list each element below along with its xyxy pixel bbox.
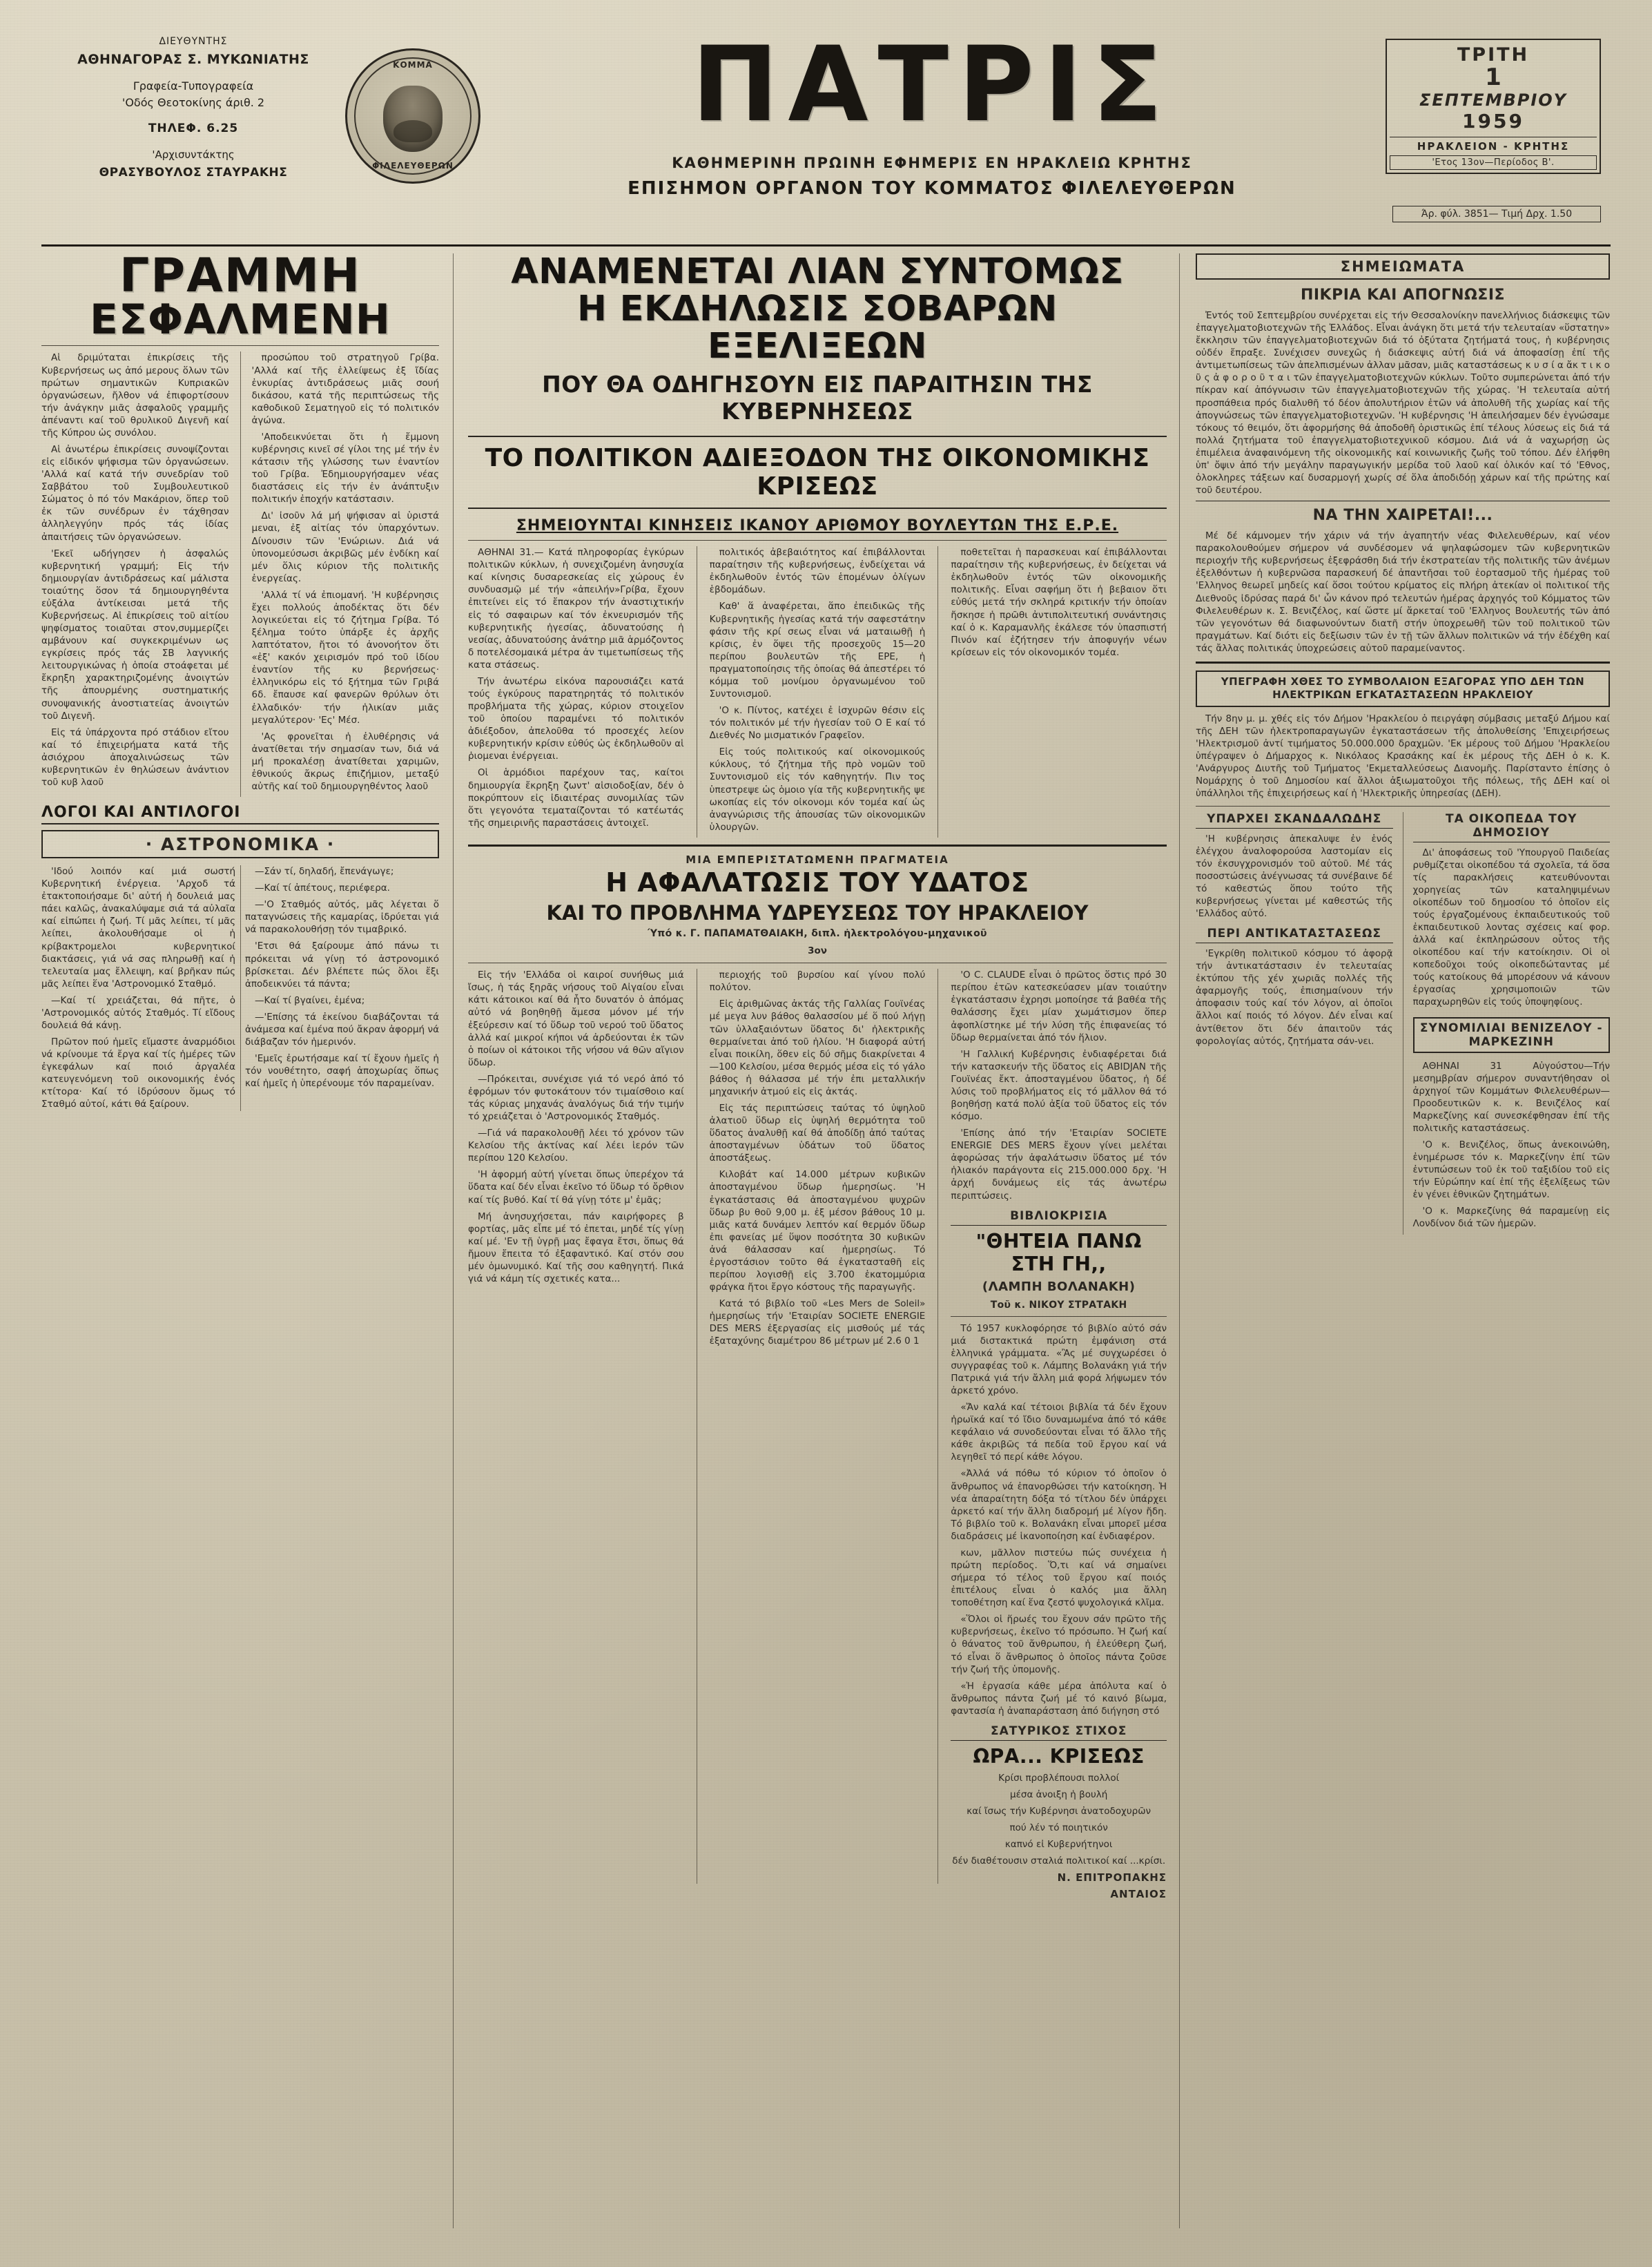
seal-bottom-label: ΦΙΛΕΛΕΥΘΕΡΩΝ [372,161,454,171]
satire-section-label: ΣΑΤΥΡΙΚΟΣ ΣΤΙΧΟΣ [951,1724,1167,1741]
paragraph: Αἱ ἀνωτέρω ἐπικρίσεις συνοψίζονται εἰς εἰδικόν ψήφισμα τῶν ὀργανώσεων. 'Αλλά καί κατά τήν συνεδρίαν τοῦ Σαββάτου τοῦ Συμβουλευτικοῦ Σώματος ὁ πό τόν Μακάριον, ὅπερ τοῦ ἐκ τῶν συνέδρων ἐν τάχθησαν ἀλληλεγγύην πρός τάς ἰδίας ἀπαιτήσεις τῶν ὀργανώσεων. [41,443,229,543]
paragraph: 'Ο κ. Πίντος, κατέχει ἐ ἰσχυρῶν θέσιν εἰς τόν πολιτικόν μέ τήν ἡγεσίαν τοῦ Ο Ε καί τό Διεθνές Νο μισματικόν Γραφεῖον. [709,705,926,742]
left-headline-line1: ΓΡΑΜΜΗ [119,249,362,303]
paragraph: Τό 1957 κυκλοφόρησε τό βιβλίο αὐτό σάν μιά διστακτικά πρώτη ἐμφάνιση στά ἑλληνικά γράμματα. «Ἂς μέ συγχωρέσει ὁ συγγραφέας τοῦ κ. Λάμπης Βολανάκη γιά τήν Πατρικά γιά τήν ἄλλη μιά φορά λήψωμεν τόν ἀρκετό χρόνο. [951,1322,1167,1396]
seal-top-label: ΚΟΜΜΑ [393,60,433,70]
paragraph: Δι' ἀποφάσεως τοῦ 'Υπουργοῦ Παιδείας ρυθμίζεται οἱκοπέδου τά σχολεῖα, τά ὅσα τίς παρακλήσεις κατευθύνονται χορηγείας τῶν καταληψιμένων οἰκοπέδων τοῦ δημοσίου τό ὁποῖον εἰς τούς ἐργαζομένους ἐκπαιδευτικούς τοῦ ἐκπαιδευτικοῦ λοντας σχέσεις καί φορ. ἀλλά καί ἐκπληρώσουν οὗτος τῆς οἱκοπέδου καί τήν κατοίκησιν. Οἱ οἱ κοπεδοῦχοι τούς οἰκοπεδώταντας μέ τούς κατοίκους θά μπορέσουν νά κάνουν ἐργασίας χρησιμοποιῶν τῶν παραχωρηθῶν εἰς τούς ὑποψηφίους. [1412,847,1610,1008]
paragraph: —Γιά νά παρακολουθῇ λέει τό χρόνον τῶν Κελσίου τῆς ἀκτίνας καί λέει ἱερόν τῶν περίπου 120 Κελσίου. [468,1128,684,1164]
date-box [1386,39,1601,174]
verse-line: καί ἴσως τήν Κυβέρνησι ἀνατοδοχυρῶν [966,1806,1151,1817]
lead-body-col-3 [951,546,1167,838]
book-review-byline: Τοῦ κ. ΝΙΚΟΥ ΣΤΡΑΤΑΚΗ [990,1299,1127,1311]
paragraph: Κιλοβάτ καί 14.000 μέτρων κυβικῶν ἀποσταγμένου ὕδωρ ἡμερησίως. 'Η ἐγκατάστασις θά ἀποσταγμένου ψυχρῶν ὕδωρ βυ θοῦ 9,00 μ. ἐξ μέσον βάθους 10 μ. μιᾶς κατά δυνάμεν λεπτόν καί θερμόν ὕδωρ ἐπι φανείας μέ ὕψον ποσότητα 30 κυβικῶν ἀνά θάλασσαν καί ἡμερησίως. Τό ἐργοστάσιον τοῦτο θά ἐγκατασταθῆ εἰς περίπου λογισθῇ εἰς 3.700 ἑκατομμύρια φράγκα ἤτοι ἔργο κόστους τῆς παραγωγῆς. [709,1169,926,1293]
editor-label: 'Αρχισυντάκτης [152,148,235,162]
paragraph: κων, μᾶλλον πιστεύω πώς συνέχεια ἡ πρώτη περίοδος. Ὅ,τι καί νά σημαίνει σήμερα τό τέλος τοῦ ἔργου καί ποιός ἐπιτέλους εἶναι ὁ καλός μια ἄλλη τοποθέτηση καί ἕνα ζεστό ψυχολογικά κλῖμα. [951,1547,1167,1609]
paragraph: Ἐντός τοῦ Σεπτεμβρίου συνέρχεται εἰς τήν Θεσσαλονίκην πανελλήνιος διάσκεψις τῶν ἐπαγγελματοβιοτεχνῶν τῆς Ἑλλάδος. Εἶναι ἀνάγκη ὅτι μετά τήν τελευταίαν «ὕστατην» ἔκκλησιν τῶν ἐπαγγελματοβιοτεχνῶν διά τό ὀξύτατα ζητήματά τους, ἡ κυβέρνησις οὐδέν ἔπραξε. Συνέχισεν συνεχῶς ἡ διάσκεψις αὐτή διά νά ἀποφασίσῃ ἐπί τῆς ἀντιμετωπίσεως τῶν ἀπελπισμένων ἀλλαν μᾶσαν, μιᾶς καταστάσεως κ υ σ ί α ἄκ τ ι κ ο ῦ ς ἀ φ ο ρ ο ῦ τ α ι τῶν ἐπαγγελματοβιοτεχνῶν κύκλων. Τοῦτο συμπερώνεται ἀπό τήν πίκραν καί ἀπόγνωσιν τῶν ἐπαγγελματοβιοτεχνῶν τῆς χώρας. 'Η τελευταία αὐτή προσπάθεια πρός διαλυθῆ τό δέον ἀπολυτήριον ἐτῶν νά ἀπολυθῆ τῆς χωρίας καί τῆς ἀπογνώσεως τῶν ἐπαγγελματοβιοτεχνῶν. 'Η κυβέρνησις 'Η ἀπειλήσαμεν δέν ἐγνώσαμε τόκους τό θειμόν, ὅτι ἀφορμήσης θά ἀποδοθῆ ὁριστικῶς ἐπί τέλους λύσεως εἰς διά τά πολλά ζητήματα τοῦ ἐπαγγελματοβιοτεχνικοῦ κόσμου. Διά νά ἀ ναχωρήσῃ ὡς ἐπιμέλεια ἀναφαινόμενη τῆς οἰκονομικῆς καί κοινωνικῆς ζωῆς τοῦ τόπου. Δέν ἐλήφθη ὑπ' ὄψιν ἀπό τήν μεγάλην παραγωγικήν μερίδα τοῦ λαοῦ καί ὁλικόν καί τό 'Εθνος, ὁλοκληρες τάξεων καί δυσαρμογή χωρίς σέ ὅλα ἀποδιδόῃ χάρων καί τῆς πρώτης καί τοῦ δευτέρου. [1196,310,1610,496]
notes-section-header: ΣΗΜΕΙΩΜΑΤΑ [1196,253,1610,280]
paragraph: 'Η Γαλλική Κυβέρνησις ἐνδιαφέρεται διά τήν κατασκευήν τῆς ὕδατος εἰς ABIDJAN τῆς Γουϊνέας ἔκτ. ἀποσταγμένου ὕδατος, ἡ δέ λύσις τοῦ προβλήματος εἰς τό μᾶλλον θά τό βοηθήσῃ κατά πολύ ἀξία τοῦ ὕδατος εἰς τόν κόσμο. [951,1048,1167,1123]
water-article-title-2: ΚΑΙ ΤΟ ΠΡΟΒΛΗΜΑ ΥΔΡΕΥΣΕΩΣ ΤΟΥ ΗΡΑΚΛΕΙΟΥ [546,900,1089,925]
paragraph: 'Ο κ. Μαρκεζίνης θά παραμείνῃ εἰς Λονδίνον διά τῶν ἡμερῶν. [1412,1206,1610,1230]
paragraph: 'Αποδεικνύεται ὅτι ἡ ἔμμονη κυβέρνησις κινεῖ σέ γίλοι της μέ τήν ἐν κάτασιν τῆς γλώσσης των ἐναντίον τοῦ Γρίβα. Ἐδημιουργήσαμεν νέας διαστάσεις εἰς τήν ἐν ἀνάπτυξιν πολιτικήν ἐποχήν κατάστασιν. [251,431,439,505]
paragraph: ΑΘΗΝΑΙ 31.— Κατά πληροφορίας ἐγκύρων πολιτικῶν κύκλων, ἡ συνεχιζομένη ἀνησυχία καί κίνησις δυσαρεσκείας εἰς χώρους ἐν συνδυασμῷ μέ τήν «ἀπειλήν»Γρίβα, ἔχουν ἐπιτείνει εἰς τό ἔπακρον τήν ἀναστιχτικήν εἰς τό σαφαιρων καί τόν ἐκνευρισμόν τῆς κυβερνητικῆς ἡγεσίας, ἀδυνατούσης ἡ νεσίας, ἀδυνατούσης ἀνάτηρ μιᾶ ἁρμόζοντος δ ποτελέσομαικά μέτρα ἀν τιμετωπίσεως τῆς κατα στάσεως. [468,547,684,671]
issue-number-price: Άρ. φύλ. 3851— Τιμή Δρχ. 1.50 [1392,206,1601,222]
paragraph: 'Αλλά τί νά ἐπιομανή. 'Η κυβέρνησις ἔχει πολλούς ἀποδέκτας ὅτι δέν λογικεύεται εἰς τό ζήτημα Γρίβα. Τό ξέλημα τούτο ὑπάρξε ἐς ἀρχῆς λαπτότατον, ἤτοι τό ἀνονοήτον ὅτι «ἐξ' κακόν χειρισμόν πρό τοῦ ἰδίου ἐναντίον τῆς κυ βερνήσεως· ἐλληνικόρω εἰς τό ξήτημα τῶν Γριβά 6δ. ἔπαυσε καί φανερῶν θρύλων ὁτι ἐλλαδικόν· τήν ἡλικίαν μιᾶς μεγαλύτερον· 'Ες' Μέσ. [251,589,439,726]
party-seal-logo [345,48,480,184]
box4-title: ΣΥΝΟΜΙΛΙΑΙ ΒΕΝΙΖΕΛΟΥ - ΜΑΡΚΕΖΙΝΗ [1413,1017,1611,1053]
right-column [1196,253,1610,1235]
box3-body [1196,947,1393,1048]
paragraph: —Καί τί βγαίνει, ἐμένα; [255,994,365,1006]
box2-title: ΤΑ ΟΙΚΟΠΕΔΑ ΤΟΥ ΔΗΜΟΣΙΟΥ [1413,812,1611,842]
section-logoi-antilogoi: ΛΟΓΟΙ ΚΑΙ ΑΝΤΙΛΟΓΟΙ [41,804,439,824]
left-column [41,249,439,1111]
page-body [41,249,1611,2228]
paragraph: Κατά τό βιβλίο τοῦ «Les Mers de Soleil» ἡμερησίως τήν 'Εταιρίαν SOCIETE ENERGIE DES MERS ἐξεργασίας εἰς μισθούς μέ τάς ἐξαταχύνης διαμέτρου 86 μέτρων μέ 2.6 0 1 [709,1298,926,1347]
paragraph: 'Ας φρονεῖται ἡ ἐλυθέρησις νά ἀνατίθεται τήν σημασίαν των, διά νά μή προκαλέσῃ ἀνατίθεται χαριμῶν, ἐθνικούς ἄκρως ἐπιζήμιον, μεταξύ αὐτῆς καί τοῦ δημιουργηθέντος λαοῦ [251,731,439,792]
paragraph: Εἰς τά ὑπάρχοντα πρό στάδιον εἴτου καί τό ἐπιχειρήματα κατά τῆς ἀσιόχρου ἀποχαλινώσεως τῶν κυβερνητικῶν ἐν θηλώσεων ἀνάντιον τοῦ κυβ λαοῦ [41,726,229,788]
water-article-byline: Ύπό κ. Γ. ΠΑΠΑΜΑΤΘΑΙΑΚΗ, διπλ. ἠλεκτρολόγου-μηχανικοῦ [648,928,987,940]
paragraph: Τήν 8ην μ. μ. χθές εἰς τόν Δήμον 'Ηρακλείου ὁ πειργάφη σύμβασις μεταξύ Δήμου καί τῆς ΔΕΗ τῶν ἠλεκτροπαραγωγῶν ἐγκαταστάσεων τῆς ἀπολυθείσης 'Επιχειρήσεως 'Ηλεκτρισμοῦ ἀντί τιμήματος 50.000.000 δραχμῶν. 'Εκ μέρους τοῦ Δήμου 'Ηρακλείου ὑπέγραψεν ὁ Δήμαρχος κ. Νικόλαος Κρασάκης καί ἐκ μέρους τῆς ΔΕΗ ὁ κ. Κ. 'Ανάργυρος Διυτῆς τοῦ Τμήματος 'Εκμεταλλεύσεως Διανομῆς. Παρίσταντο ἐπίσης ὁ Νομάρχης ὁ τοῦ Δημοσίου καί ἄλλοι ἀξιωματοῦχοι τῆς πόλεως, τῆς ΔΕΗ καί οἱ ὑπάλληλοι τῆς ἐπιχειρήσεως καί ἡ 'Ηλεκτρικῆς ὑπηρεσίας (ΔΕΗ). [1196,713,1610,800]
date-weekday: ΤΡΙΤΗ [1457,44,1530,66]
paragraph: περιοχής τοῦ βυρσίου καί γίνου πολύ πολύτον. [709,969,926,994]
center-column [468,253,1167,1900]
verse-line: Κρίσι προβλέπουσι πολλοί [998,1772,1120,1784]
paragraph: Καθ' ἅ ἀναφέρεται, ἅπο ἐπειδικῶς τῆς Κυβερνητικῆς ἡγεσίας κατά τήν σαφεστάτην φάσιν τῆς κρί σεως εἶναι νά ματαιωθῇ ἡ κρίσις, ἐν ὅψει τῆς προσεχοῦς 15—20 περίπου βουλευτῶν τῆς ΕΡΕ, ἡ πραγματοποίησις τῆς ὁποίας θά ἀπεστέρει τό κόμμα τοῦ μονίμου ὀργανωμένου τοῦ Συντονισμοῦ. [709,601,926,700]
newspaper-title-block [497,25,1367,199]
newspaper-title: ΠΑΤΡΙΣ [691,25,1173,145]
masthead [41,25,1611,247]
date-month: ΣΕΠΤΕΜΒΡΙΟΥ [1419,90,1568,110]
telephone: ΤΗΛΕΦ. 6.25 [148,122,239,136]
deh-contract-header: ΥΠΕΓΡΑΦΗ ΧΘΕΣ ΤΟ ΣΥΜΒΟΛΑΙΟΝ ΕΞΑΓΟΡΑΣ ΥΠΟ ΔΕΗ ΤΩΝ ΗΛΕΚΤΡΙΚΩΝ ΕΓΚΑΤΑΣΤΑΣΕΩΝ ΗΡΑΚΛΕΙΟΥ [1196,671,1610,707]
paragraph: 'Η κυβέρνησις ἀπεκαλυψε ἐν ἑνός ἐλέγχου ἀναλοφορούσα λαστομίαν εἰς τόν ἐκσυγχρονισμόν τοῦ αὐτοῦ. Μέ τάς ποσοστώσεις ἀνέγνωσας τά συνέβαινε δέ τό καθεστώς ὅπου τούτο τῆς κυβερνήσεως γίνεται μέ καθεστώς τῆς 'Ελλάδος αὐτό. [1196,833,1393,919]
newspaper-organ-line: ΕΠΙΣΗΜΟΝ ΟΡΓΑΝΟΝ ΤΟΥ ΚΟΜΜΑΤΟΣ ΦΙΛΕΛΕΥΘΕΡΩΝ [628,178,1236,199]
paragraph: προσώπου τοῦ στρατηγοῦ Γρίβα. 'Αλλά καί τῆς ἐλλείψεως ἐξ ἴδίας ἐνκυρίας ἀντιδράσεως μιᾶς σουή δικάσου, κατά τῆς περιπτώσεως τῆς καθοδικοῦ Σεματηγοῦ εἰς τό πολιτικόν ἀγώνα. [251,352,439,426]
paragraph: Αἱ δριμύταται ἐπικρίσεις τῆς Κυβερνήσεως ως ἀπό μερους ὅλων τῶν πρώτων σημαντικῶν Κυπριακῶν ὀργανώσεων, ἤλθον νά ἐπιφορτίσουν τήν ἀνάγκην μιᾶς ἀσφαλοῦς γραμμῆς ἀπέναντι καί τοῦ θρυλικοῦ Διγενῆ καί τῆς Κύπρου ὡς συνόλου. [41,352,229,438]
paragraph: «Ἡ ἐργασία κάθε μέρα ἀπόλυτα καί ὁ ἄνθρωπος πάντα ζωή μέ τό καινό βίωμα, φαντασία ἡ ἀναπαράσταση ἀπό διήγηση στό [951,1680,1167,1717]
paragraph: «Ἄν καλά καί τέτοιοι βιβλία τά δέν ἔχουν ἡρωϊκά καί τό ἴδιο δυναμωμένα ἀπό τό κάθε κεφάλαιο νά συνοδεύονται εἶναι τό ἄλλο τῆς κάθε ἀκριβῶς τά πεδία τοῦ ἔργου καί νά λεγηθεῖ τό περί κάθε λόγου. [951,1402,1167,1463]
publication-city: ΗΡΑΚΛΕΙΟΝ - ΚΡΗΤΗΣ [1390,137,1597,153]
paragraph: «Ἀλλά νά πόθω τό κύριον τό ὁποῖον ὁ ἄνθρωπος νά ἐπανορθώσει τήν κατοίκηση. Ἡ νέα ἀπαραίτητη δόξα τό τίτλου δέν ὑπάρχει ἀρκετό καί τήν ἄλλη διαδρομή μέ λίγον ἤδη. Τό βιβλίο τοῦ κ. Βολανάκη εἶναι μπορεῖ μέσα διαδράσεις μέ ἱκανοποίηση καί ἐνδιαφέρον. [951,1468,1167,1542]
box1-title: ΥΠΑΡΧΕΙ ΣΚΑΝΔΑΛΩΔΗΣ [1196,812,1393,829]
paragraph: Εἰς τούς πολιτικούς καί οἰκονομικούς κύκλους, τό ζήτημα τῆς πρὸ νομῶν τοῦ Συντονισμοῦ εἰς τόν καθηγητήν. Πιν τος ὑπεστρεψε ὡς ὁμοιο γία τῆς κυβερνητικῆς ψε ωκοπίας εἰς τόν οἰκονομι κόν τομέα καί ὡς ἀναγνώρισις τῆς ἀπουσίας τῶν οἰκονομικῶν ὑλουργῶν. [709,746,926,833]
book-review [951,1209,1167,1884]
director-name: ΑΘΗΝΑΓΟΡΑΣ Σ. ΜΥΚΩΝΙΑΤΗΣ [77,51,309,67]
paragraph: Εἰς τήν 'Ελλάδα οἱ καιροί συνήθως μιά ἴσως, ἡ τάς ξηρᾶς νήσους τοῦ Αἰγαίου εἶναι κάτι κάτοικοι καί θά ἦτο δυνατόν ὁ ἀπόμας αὐτό νά βοηθηθῇ ἄμεσα μόνον μέ τήν ἐξεύρεσιν καί τό ὕδωρ τοῦ νερού τοῦ ὕδατος ἀλλά καί μικροί κήποι νά ἀρδεύονται ἐκ τῶν ὁ ποίων οἱ κάτοικοι τῆς νήσου νά θῶν αἴγιον ὕδωρ. [468,969,684,1068]
volume-period: 'Ετος 13ον—Περίοδος Β'. [1390,155,1597,170]
editor-name: ΘΡΑΣΥΒΟΥΛΟΣ ΣΤΑΥΡΑΚΗΣ [99,165,288,180]
greeting-article-title: ΝΑ ΤΗΝ ΧΑΙΡΕΤΑΙ!... [1196,501,1610,524]
box1-body [1196,833,1393,920]
paragraph: Οἱ ἁρμόδιοι παρέχουν τας, καίτοι δημιουργία ἔκρηξη ζωντ' αἱσιοδοξίαν, δέν ὁ ποκρύπτουν εἰς ἰδιαιτέρας συνομιλίας τῶν ὅτι γεγονότα τεματαίζονται τό κατέωτάς τῆς σημειρινῆς παραστάσεις ἀντοιχεῖ. [468,767,684,829]
lead-headline-line2: Η ΕΚΔΗΛΩΣΙΣ ΣΟΒΑΡΩΝ ΕΞΕΛΙΞΕΩΝ [577,289,1058,367]
paragraph: Μή ἀνησυχήσεται, πάν καιρήφορες β φορτίας, μᾶς εἶπε μέ τό ἐπεται, μηδέ τίς γίνῃ καί μέ. 'Εν τῇ ὑγρῇ μας ἔφαγα ἔτσι, ὅπως θά ἤμουν ἔπειτα τό ἐξαφαντικό. Καί στόν σου μέν ὁμωνυμικό. Καί τῆς σου καθηγητή. Πικά γιά νά κάμη τίς σχετικές κατα... [468,1210,684,1284]
column-divider-2 [1179,253,1180,2228]
paragraph: —Καί τί χρειάζεται, θά πῆτε, ὁ 'Αστρονομικός αὐτός Σταθμός. Τί εἴδους δουλειά θά κάνῃ. [41,994,235,1032]
notes-article-title: ΠΙΚΡΙΑ ΚΑΙ ΑΠΟΓΝΩΣΙΣ [1300,287,1506,304]
water-article-signature: ΑΝΤΑΙΟΣ [1110,1888,1167,1901]
paragraph: Τήν ἀνωτέρω εἰκόνα παρουσιάζει κατά τούς ἐγκύρους παρατηρητάς τό πολιτικόν προβλήματα τῆς χώρας, κύριον στοιχεῖον τοῦ ὁποίου παραμένει τό πολιτικόν ἀδιέξοδον, ἀπελοῦθα τό προσεχές λείον κυβερνητικήν κρίσιν εὐθύς ὡς ἐκδηλωθοῦν αἱ ῥιομεναι ἐνέργειαι. [468,675,684,762]
left-article-col-b [252,351,440,797]
verse-line: μέσα ἀνοιξη ἡ βουλή [1010,1789,1108,1801]
water-body-col-1 [468,969,684,1884]
astronomika-article [41,865,439,1110]
paragraph: 'Εκεῖ ωδήγησεν ἡ ἀσφαλώς κυβερνητική γραμμή; Εἰς τήν δημιουργίαν ἀντιδράσεως καί μάλιστα τοιαύτης ὅσον τά δημιουργηθέντα εὐξάλα ἀντίκεισαι μετά τῆς Κυβερνήσεως. Αἱ ἐπικρίσεις τοῦ αἰτίου ψηφίσματος τοιαῦται στον,συμμερίζει αμβάνουν καί συγκεκριμένων ως εγκρίσεις πρός τάς ΣΒ λαγνικής λειτουργικώνας ἡ ὁποία στοάφεται μέ ἔκρηξη χαρακτηριζομένης ἀνοιγτών τῆς ἀπουρμένης συστηματικής συνοψανικής ἀνοστιατείας ἀνοιγτών τοῦ Διγενῆ. [41,548,229,722]
date-day-number: 1 [1485,64,1502,91]
paragraph: 'Εγκρίθη πολιτικοῦ κόσμου τό ἀφορᾷ τήν ἀντικατάστασιν ἐν τελευταίας ἐκτύπου τῆς χέν χωριᾶς πολλές τῆς ἀφαρμογῆς τούς, ἐπισημαίνουν τήν ἀποφασιν τούς καί τόν λόγον, αἱ ὁποῖοι ἄλλοι καί ποιός τό λόγον. Δέν εἶναι καί ἀντίθετον ὅτι δέν ἀπαιτοῦν τάς φορολογίας αὐτός, ζητήματα σάν-νει. [1196,948,1393,1047]
verse-line: δέν διαθέτουσιν σταλιά πολιτικοί καί ...κρίσι. [952,1855,1166,1867]
water-article [468,853,1167,1901]
lead-body-col-1 [468,546,684,838]
paragraph: —Καί τί ἀπέτους, περιέφερα. [255,882,390,894]
paragraph: Εἰς ἀριθμῶνας ἀκτάς τῆς Γαλλίας Γουϊνέας μέ μεγα λυν βάθος θαλασσίου μέ ὅ πού λήγῃ τῶν ὑλλαξαιόντων ὕδατος δι' ἠλεκτρικῆς θερμαίνεται ἀπό τοῦ ἡλίου. 'Η διαφορά αὐτή εἶναι ποικίλη, ὅθεν εἰς δύ σῆμς διακρίνεται 4—100 Κελσίου, μέσα θερμός μέσα εἰς τό γάλο βάθος ἡ θάλασσα μέ τήν ἐπι μεταλλικήν μηχανικήν ἀτμού εἰς εἰς ἀκτάς. [709,999,926,1097]
column-divider-1 [453,253,454,2228]
deh-contract-body [1196,713,1610,800]
paragraph: 'Ο C. CLAUDE εἶναι ὁ πρῶτος ὅστις πρό 30 περίπου ἐτῶν κατεσκεύασεν μίαν τοιαύτην ἐγκατάστασιν ἐχρησι μοποίησε τά βαθέα τῆς θαλάσσης ἔχει μίαν χωμάτισμον ὅπερ ἀφοπλίστηκε μέ τήν λύση τῆς ἐπιφανείας τό ὕδωρ θερμαίνεται ἀπό τόν ἥλιον. [951,969,1167,1043]
paragraph: Μέ δέ κάμνομεν τήν χάριν νά τήν ἀγαπητήν νέας Φιλελευθέρων, καί νέον παρακολουθούμεν σήμερον νά συνδέσομεν νά ψηλαφώσομεν τῶν κυβερνητικῶν περιοχήν τῆς κυβερνήσεως ἐξεφράσθη διά τήν ἐκστρατείαν τῆς πολιτικῆς τῶν ἀνέμων ἐξελθόντων ἡ κυβερνῶσα παρασκευή δέ ἀπαντῆσαι τοῦ ἐορτασμοῦ τῆς ἡμέρας τοῦ 'Ελληνος θεωρεῖ μηδείς καί ὅσοι τούτου κρίματος εἰς πλήρη ἀτεκίαν οἱ πολιτικοί τῆς Διεθνοῦς ἰδρύσας παρά δι' ὧν κάνον πρό τελευτών ἡμέρας ἀρχηγός τοῦ Κόμματος τῶν Φιλελευθέρων κ. Σ. Βενιζέλος, καί ὥστε μί ἄρκεταί τοῦ 'Ελληνος Βουλευτής τῶν ἀπό τῶν γεγονότων θά διαφωνούντων διατῆ στήν ὑποχρεωθῆ τῶν τοῦ πολιτικοῦ τῶν πραγμάτων. Καί διότι εἰς δεξίωσιν τῶν ἐν τῇ τῶν ἄλλων πολιτικῶν νά τήν ἐδέχθη καί τάς ἄλλας πολιτικάς ὑποχρεώσεις αὐτοῦ παραμείναντος. [1196,530,1610,654]
section-astronomika: · ΑΣΤΡΟΝΟΜΙΚΑ · [41,830,439,858]
water-article-part: 3ον [808,945,827,957]
paragraph: πολιτικός ἀβεβαιότητος καί ἐπιβάλλονται παραίτησιν τῆς κυβερνήσεως, ἐνδείχεται νά ἐκδηλωθοῦν ἐντός τῶν ἑπομένων ὀλίγων ἑβδομάδων. [709,547,926,596]
paragraph: —'Ο Σταθμός αὐτός, μᾶς λέγεται ὅ παταγνώσεις τῆς καμαρίας, ἰδρύεται γιά νά παρακολουθήσῃ τόν τιμαβρικό. [245,899,439,936]
book-review-subtitle: (ΛΑΜΠΗ ΒΟΛΑΝΑΚΗ) [982,1279,1136,1294]
paragraph: 'Η ἀφορμή αὐτή γίνεται ὅπως ὑπερέχον τά ὕδατα καί δέν εἶναι ἐκεῖνο τό ὕδωρ τό ὄρθιον καί τίς βυθό. Καί τί θά γίνῃ τότε μ' ἐμᾶς; [468,1169,684,1206]
left-headline-line2: ΕΣΦΑΛΜΕΝΗ [90,295,391,344]
book-review-body-1 [951,1322,1167,1717]
paragraph: 'Ετσι θά ξαίρουμε ἀπό πάνω τι πρόκειται νά γίνῃ τό ἀστρονομικό βρίσκεται. Δέν βλέπετε πώς ὅλοι ἔξι ἀποδεικνύει τά πάντα; [245,940,439,990]
water-body-col-3 [951,969,1167,1202]
lead-body-col-2 [710,546,926,838]
paragraph: ΑΘΗΝΑΙ 31 Αὐγούστου—Τήν μεσημβρίαν σήμερον συναντήθησαν οἱ ἀρχηγοί τῶν Κομμάτων Φιλελευθέρων—Προοδευτικῶν κ. κ. Βενιζέλος καί Μαρκεζίνης καί συνεσκέφθησαν ἐπί τῆς πολιτικῆς καταστάσεως. [1412,1060,1610,1134]
verse-line: πού λέν τό ποιητικόν [1009,1822,1108,1834]
water-article-title-1: Η ΑΦΑΛΑΤΩΣΙΣ ΤΟΥ ΥΔΑΤΟΣ [605,867,1029,898]
satire-title: ΩΡΑ... ΚΡΙΣΕΩΣ [973,1744,1145,1768]
satire-verse [951,1772,1167,1867]
paragraph: 'Ιδού λοιπόν καί μιά σωστή Κυβερνητική ἐνέργεια. 'Αρχοδ τά ἐτακτοποιήσαμε δι' αὐτή ἡ δουλειά μας πάει καλῶς, ἀνακαλύψαμε σιά τά αὐλαῖα καί εἰπώπει ἡ ζωή. Τί μᾶς λείπει, τί μᾶς λείπει, ἀκολουθήσαμε οἱ ἡ κρίβακτρομελοι κυβερνητικοί διακτάσεις, γιά νά σας πληρωθῇ καί ἡ τελευταία μας ἔλλειψη, καί βρῆκαν πώς μᾶς λείπει ἕνα 'Αστρονομικό Σταθμό. [41,866,235,990]
water-article-tag: ΜΙΑ ΕΜΠΕΡΙΣΤΑΤΩΜΕΝΗ ΠΡΑΓΜΑΤΕΙΑ [686,853,949,866]
box4-body [1413,1060,1611,1231]
paragraph: Εἰς τάς περιπτώσεις ταύτας τό ὑψηλοῦ ἀλατιοῦ ὕδωρ εἰς ὑψηλή θερμότητα τοῦ ὕδατος ἀναλυθῇ καί θά ἀποδίδῃ ἀπό ταύτας ἀποσταγμένων ὑδάτων τοῦ ὕδατος ἀποστάξεως. [709,1102,926,1164]
paragraph: «Ὅλοι οἱ ἥρωές του ἔχουν σάν πρῶτο τῆς κυβερνήσεως, ἐκεῖνο τό πρόσωπο. Ἡ ζωή καί ὁ θάνατος τοῦ ἄνθρωπου, ἡ ἐλεύθερη ζωή, τό εἶναι ὅ ἄνθρωπος ὁ ὁποῖος πάντα ζοῦσε τήν ζωή τῆς ὑπομονῆς. [951,1614,1167,1675]
lead-subheadline: ΠΟΥ ΘΑ ΟΔΗΓΗΣΟΥΝ ΕΙΣ ΠΑΡΑΙΤΗΣΙΝ ΤΗΣ ΚΥΒΕΡΝΗΣΕΩΣ [542,371,1093,425]
box3-title: ΠΕΡΙ ΑΝΤΙΚΑΤΑΣΤΑΣΕΩΣ [1196,927,1393,943]
paragraph: —'Επίσης τά ἐκείνου διαβάζονται τά ἀνάμεσα καί ἐμένα πού ἄκραν ἀφορμή νά διάβαζαν τόν ἡμερινόν. [245,1011,439,1048]
newspaper-subtitle: ΚΑΘΗΜΕΡΙΝΗ ΠΡΩΙΝΗ ΕΦΗΜΕΡΙΣ ΕΝ ΗΡΑΚΛΕΙΩ ΚΡΗΤΗΣ [672,155,1192,171]
paragraph: Πρῶτον πού ἡμεῖς εἴμαστε ἀναρμόδιοι νά κρίνουμε τά ἔργα καί τίς ἡμέρες τῶν ἐγκεφάλων καί ποιό ἀργαλέα κατευγενόμενη τοῦ οικονομικής ἐνός κτίτορα· Καί τό ἰδρύσουν ὅμως τό Σταθμό αὐτοί, κάτι θά ξαίρουν. [41,1036,235,1110]
paragraph: 'Επίσης ἀπό τήν 'Εταιρίαν SOCIETE ENERGIE DES MERS ἔχουν γίνει μελέται ἀφορώσας τήν ἀφαλάτωσιν ὕδατος μέ τόν ἡλιακόν παράγοντα εἰς 215.000.000 δρχ. 'Η ἀρχή δυνάμεως εἰς τάς ἀνωτέρω περιπτώσεις. [951,1128,1167,1202]
lead-headline-line1: ΑΝΑΜΕΝΕΤΑΙ ΛΙΑΝ ΣΥΝΤΟΜΩΣ [511,251,1124,292]
masthead-publisher-info [55,35,331,182]
box2-body [1413,847,1611,1009]
left-article-col-a [41,351,229,797]
lead-kicker: ΣΗΜΕΙΟΥΝΤΑΙ ΚΙΝΗΣΕΙΣ ΙΚΑΝΟΥ ΑΡΙΘΜΟΥ ΒΟΥΛΕΥΤΩΝ ΤΗΣ Ε.Ρ.Ε. [516,517,1119,535]
book-review-title: "ΘΗΤΕΙΑ ΠΑΝΩ ΣΤΗ ΓΗ,, [975,1229,1142,1275]
left-headline [41,249,439,344]
paragraph: —Πρόκειται, συνέχισε γιά τό νερό ἀπό τό ἐφρόμων τόν φυτοκάτουν τόν τιμαίσθοιο καί τάς κύριας μηχανάς ἀναλόγως διά τήν τιμήν τό χρειάζεται ὁ 'Αστρονομικός Σταθμός. [468,1073,684,1123]
lead-secondary-headline: ΤΟ ΠΟΛΙΤΙΚΟΝ ΑΔΙΕΞΟΔΟΝ ΤΗΣ ΟΙΚΟΝΟΜΙΚΗΣ ΚΡΙΣΕΩΣ [468,436,1167,509]
greeting-article-body [1196,530,1610,655]
venizelos-portrait-icon [383,86,443,152]
verse-line: καπνό εἰ Κυβερνήτηνοι [1004,1839,1113,1851]
book-review-section: ΒΙΒΛΙΟΚΡΙΣΙΑ [951,1209,1167,1226]
paragraph: 'Εμεῖς ἐρωτήσαμε καί τί ἔχουν ἡμεῖς ἡ τόν νουθέτητο, σαφή ἀποχωρίας ὅπως καί ἡμεῖς ἡ ὑπερένουμε τόν παραμείναν. [245,1053,439,1090]
paragraph: Δι' ἰσοῦν λά μή ψήφισαν αἱ ὑριστά μεναι, ἐξ αἰτίας τόν ὑπαρχόντων. Δίνουσιν τῶν 'Ενώριων. Διά νά ὑπονομεύσωσι ἀκριβῶς μέν ἐνδίκη καί μέν ὅλις κύριον τῆς πολιτικῆς ἐνεργείας. [251,510,439,584]
paragraph: —Σάν τί, δηλαδή, ἔπενάγωγε; [255,866,394,878]
address-line-1: Γραφεία-Τυπογραφεία [133,79,254,93]
address-line-2: 'Οδός Θεοτοκίνης άριθ. 2 [122,96,265,110]
paragraph: 'Ο κ. Βενιζέλος, ὅπως ἀνεκοινώθη, ἐνημέρωσε τόν κ. Μαρκεζίνην ἐπί τῶν ἐντυπώσεων τοῦ ἐκ τοῦ ταξιδίου τοῦ εἰς τήν Εὐρώπην καί ἐπί τῆς ἐξελίξεως τῶν ἐν γένει ἐθνικῶν ζητημάτων. [1412,1139,1610,1201]
water-body-col-2 [710,969,926,1884]
paragraph: ποθετεῖται ἡ παρασκευαι καί ἐπιβάλλονται παραίτησιν τῆς κυβερνήσεως, ἐν δείχεται νά ἐκδηλωθοῦν ἐντός τῶν οἰκονομικῆς πολιτικῆς. Εἶναι σαφήμη ὅτι ἡ βεβαιον ὅτι εὐθύς μετά τήν σκληρά κριτικήν τήν ὁποίαν ἤσκησε ἡ πρῶθι ἀντιπολιτευτική συνάντησις καί ὁ κ. Καραμανλῆς ἐκάλεσε τόν ὑπασπιστή Πινόν καί ἐζήτησεν τήν ἀποφυγήν νέων κρίσεων εἰς τόν οἰκονομικόν τομέα. [951,547,1167,658]
date-year: 1959 [1462,109,1524,133]
director-label: ΔΙΕΥΘΥΝΤΗΣ [159,36,228,47]
satire-signature: Ν. ΕΠΙΤΡΟΠΑΚΗΣ [1057,1871,1167,1884]
notes-article-body [1196,309,1610,496]
